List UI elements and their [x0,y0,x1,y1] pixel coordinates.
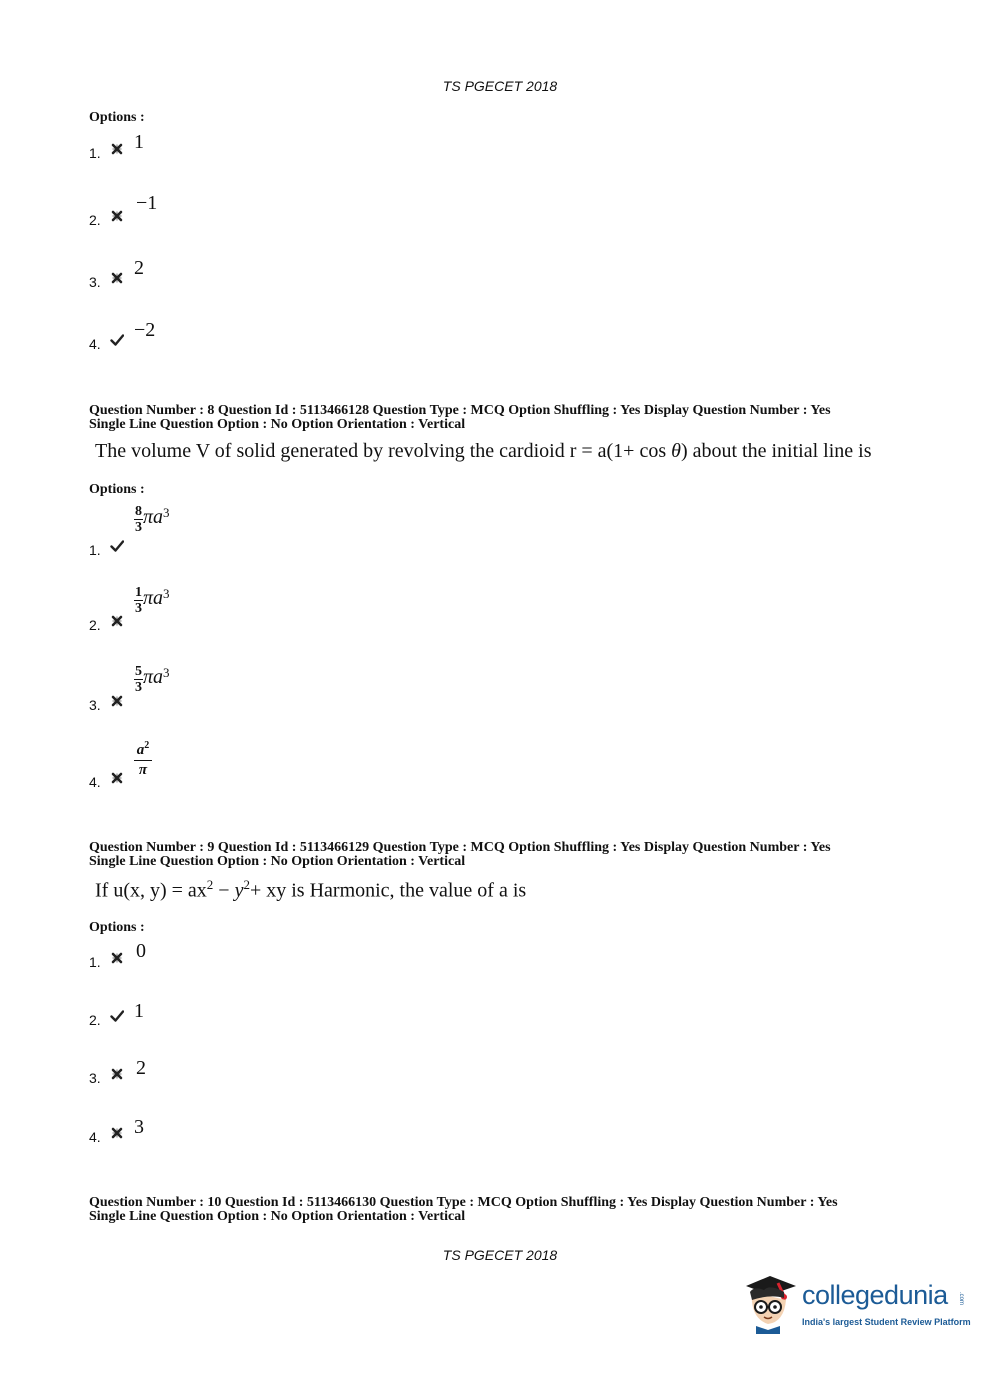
page-header: TS PGECET 2018 [442,78,558,94]
option-number: 1. [89,542,101,558]
option-value: 3 [134,1116,144,1138]
question-stem: The volume V of solid generated by revolving the cardioid r = a(1+ cos θ) about the initial line is [95,440,872,462]
option-number: 3. [89,274,101,290]
question-meta: Question Number : 10 Question Id : 5113466130 Question Type : MCQ Option Shuffling : Yes Display Question Number : Yes Single Line Question Option : No Option Orientation : Vertical [89,1195,838,1224]
question-meta: Question Number : 8 Question Id : 5113466128 Question Type : MCQ Option Shuffling : Yes Display Question Number : Yes Single Line Question Option : No Option Orientation : Vertical [89,403,831,432]
cross-mark-icon [110,951,124,965]
cross-mark-icon [110,1126,124,1140]
option-number: 3. [89,1070,101,1086]
brand-suffix: .com [958,1292,964,1306]
option-formula: $\frac{a^2}{\pi}$ [134,738,152,778]
check-mark-icon [110,333,124,347]
options-label: Options : [89,920,145,935]
cross-mark-icon [110,142,124,156]
brand-name: collegedunia [802,1280,948,1310]
option-number: 2. [89,1012,101,1028]
option-number: 1. [89,954,101,970]
option-number: 4. [89,336,101,352]
option-number: 4. [89,1129,101,1145]
option-value: 2 [134,257,144,279]
brand-tagline: India's largest Student Review Platform [802,1317,971,1327]
check-mark-icon [110,539,124,553]
cross-mark-icon [110,694,124,708]
option-value: 0 [136,940,146,962]
option-number: 2. [89,212,101,228]
question-meta: Question Number : 9 Question Id : 5113466129 Question Type : MCQ Option Shuffling : Yes Display Question Number : Yes Single Line Question Option : No Option Orientation : Vertical [89,840,831,869]
options-label: Options : [89,482,145,497]
option-value: 1 [134,1000,144,1022]
cross-mark-icon [110,271,124,285]
option-number: 1. [89,145,101,161]
option-number: 2. [89,617,101,633]
option-value: −2 [134,319,156,341]
cross-mark-icon [110,209,124,223]
question-stem: If u(x, $y) = ax^2 - y^2+$ xy is Harmonic, the value of a is [95,877,527,902]
option-value: 2 [136,1057,146,1079]
collegedunia-logo [740,1268,970,1338]
cross-mark-icon [110,614,124,628]
option-formula: $\frac{5}{3}$ $\pi a^3$ [135,664,170,695]
mascot-icon [740,1270,802,1336]
option-value: 1 [134,131,144,153]
check-mark-icon [110,1009,124,1023]
option-number: 4. [89,774,101,790]
option-value: −1 [136,192,158,214]
cross-mark-icon [110,771,124,785]
cross-mark-icon [110,1067,124,1081]
options-label: Options : [89,110,145,125]
page-footer: TS PGECET 2018 [442,1247,558,1263]
option-formula: $\frac{1}{3}$ $\pi a^3$ [135,585,170,616]
option-formula: $\frac{8}{3}$ $\pi a^3$ [135,504,170,535]
option-number: 3. [89,697,101,713]
